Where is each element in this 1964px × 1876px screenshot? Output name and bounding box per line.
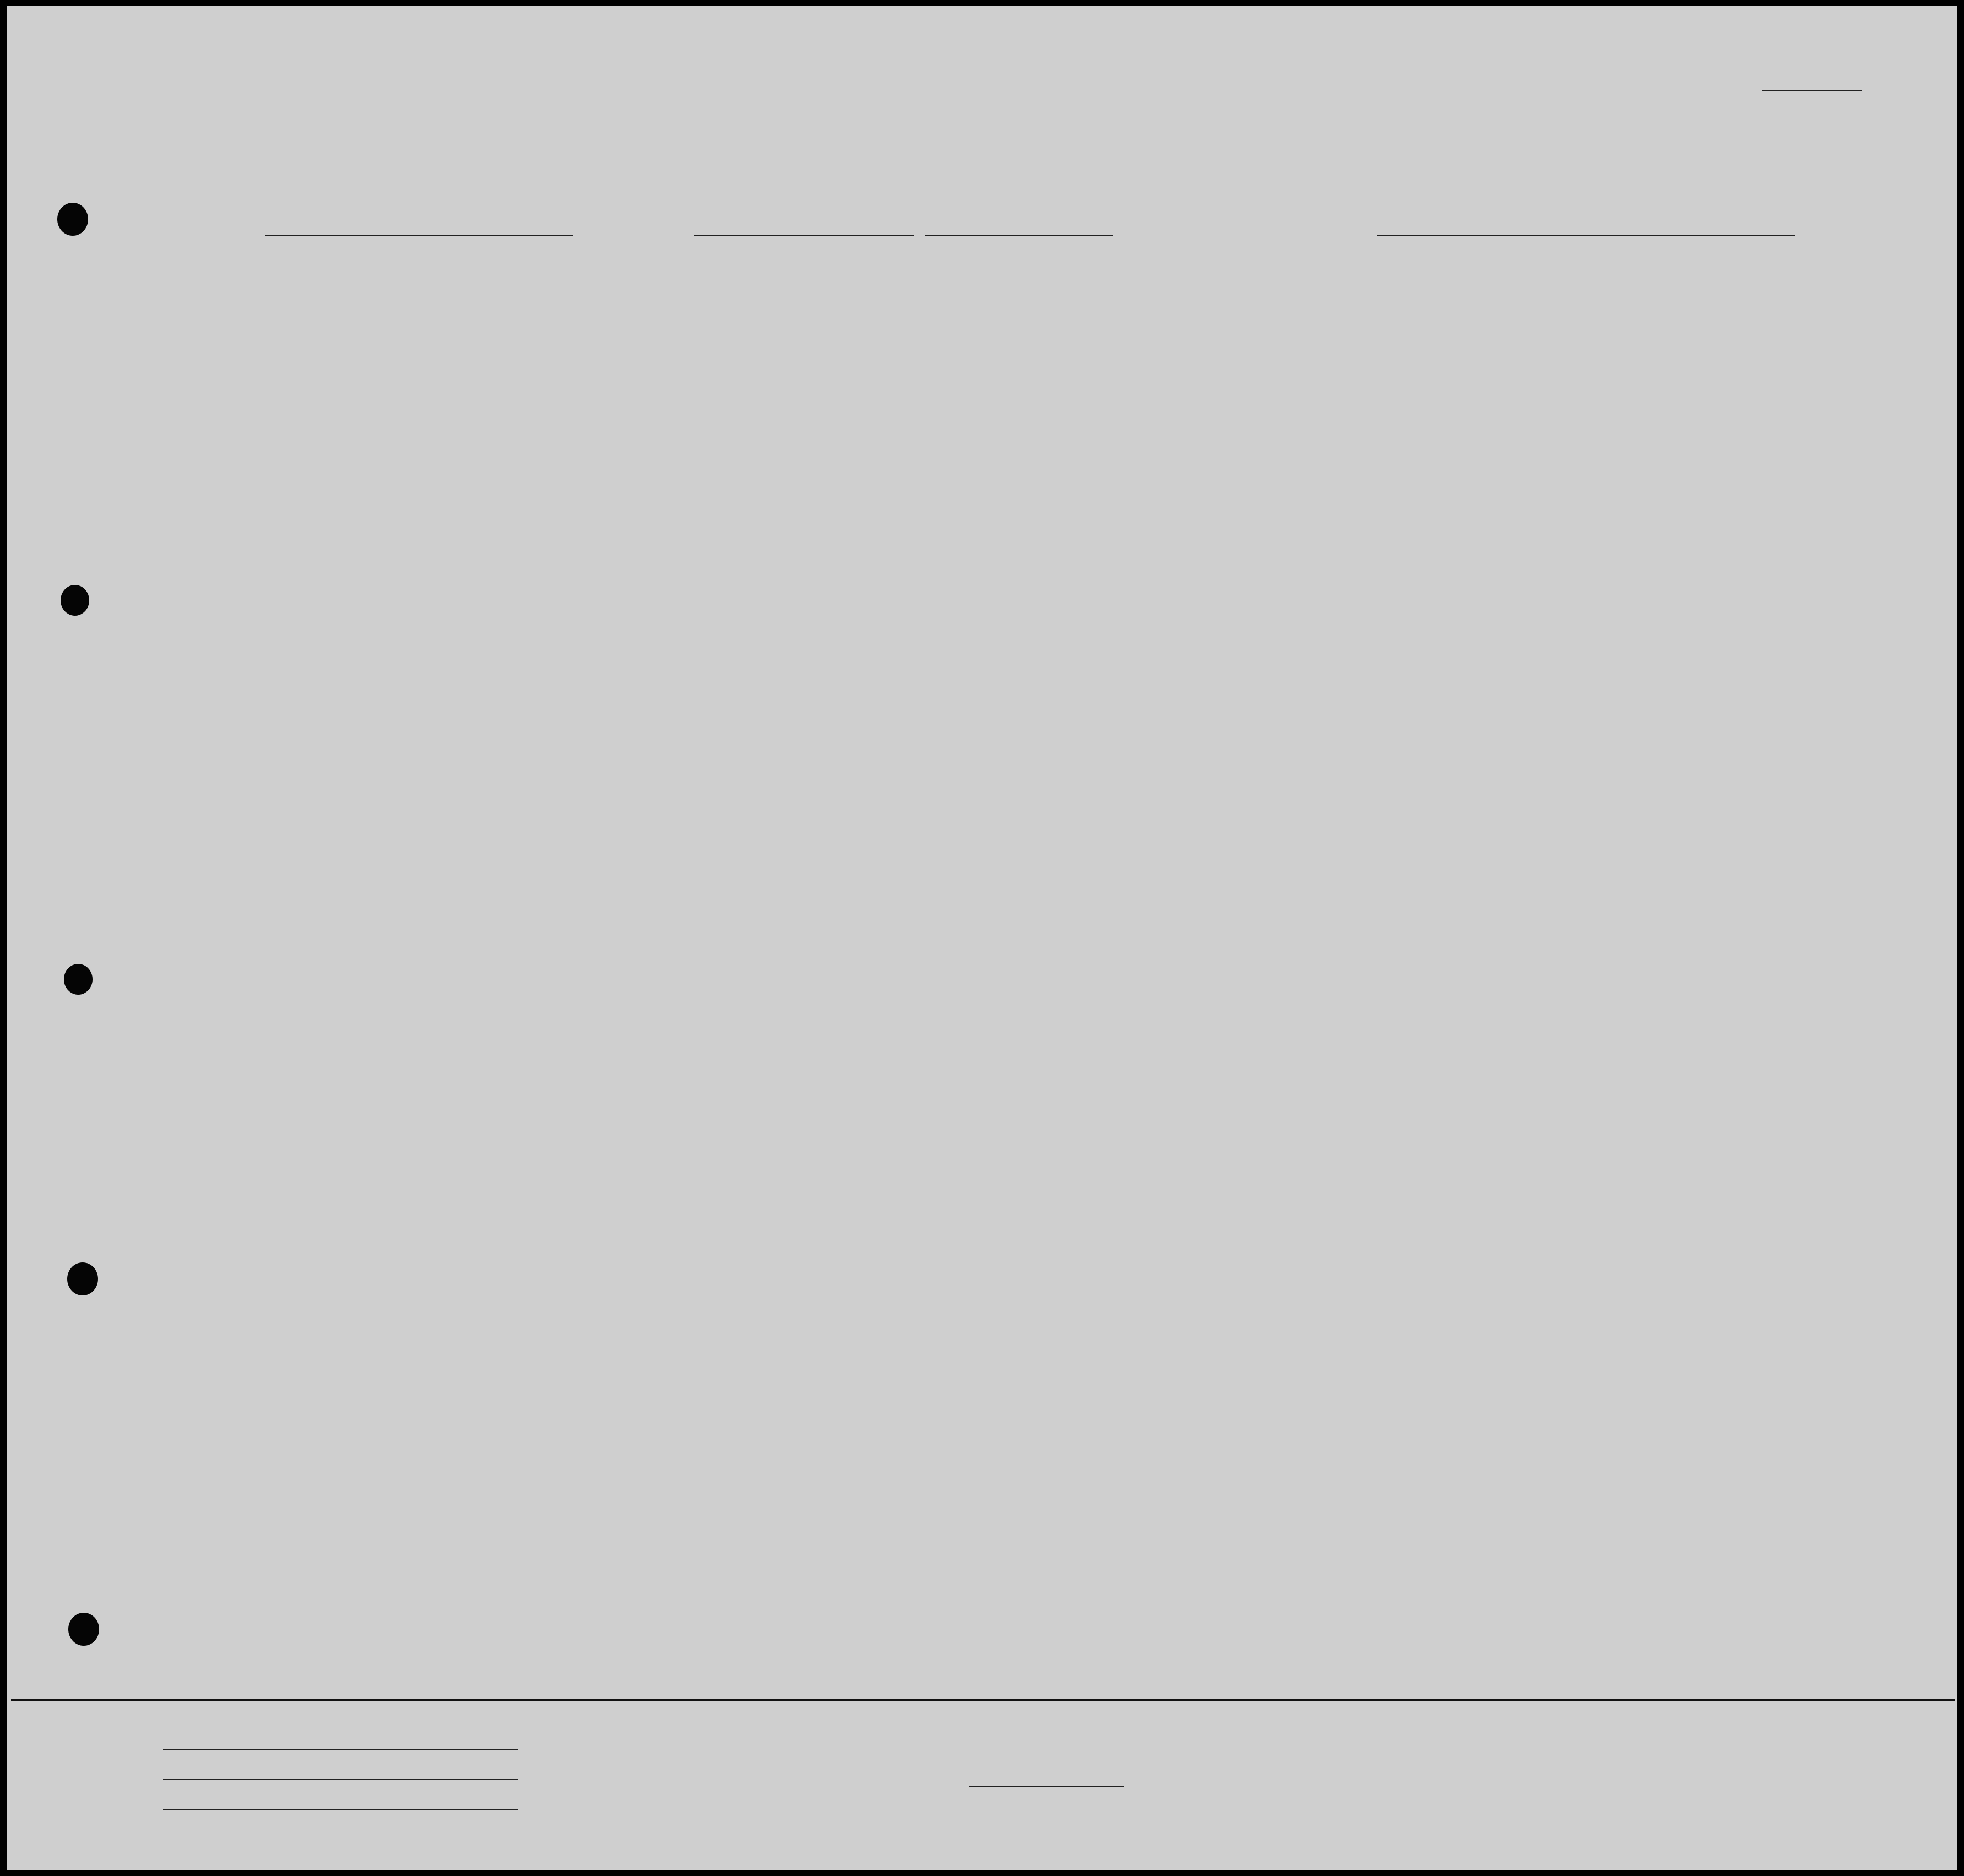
- paper: [4, 3, 1960, 1873]
